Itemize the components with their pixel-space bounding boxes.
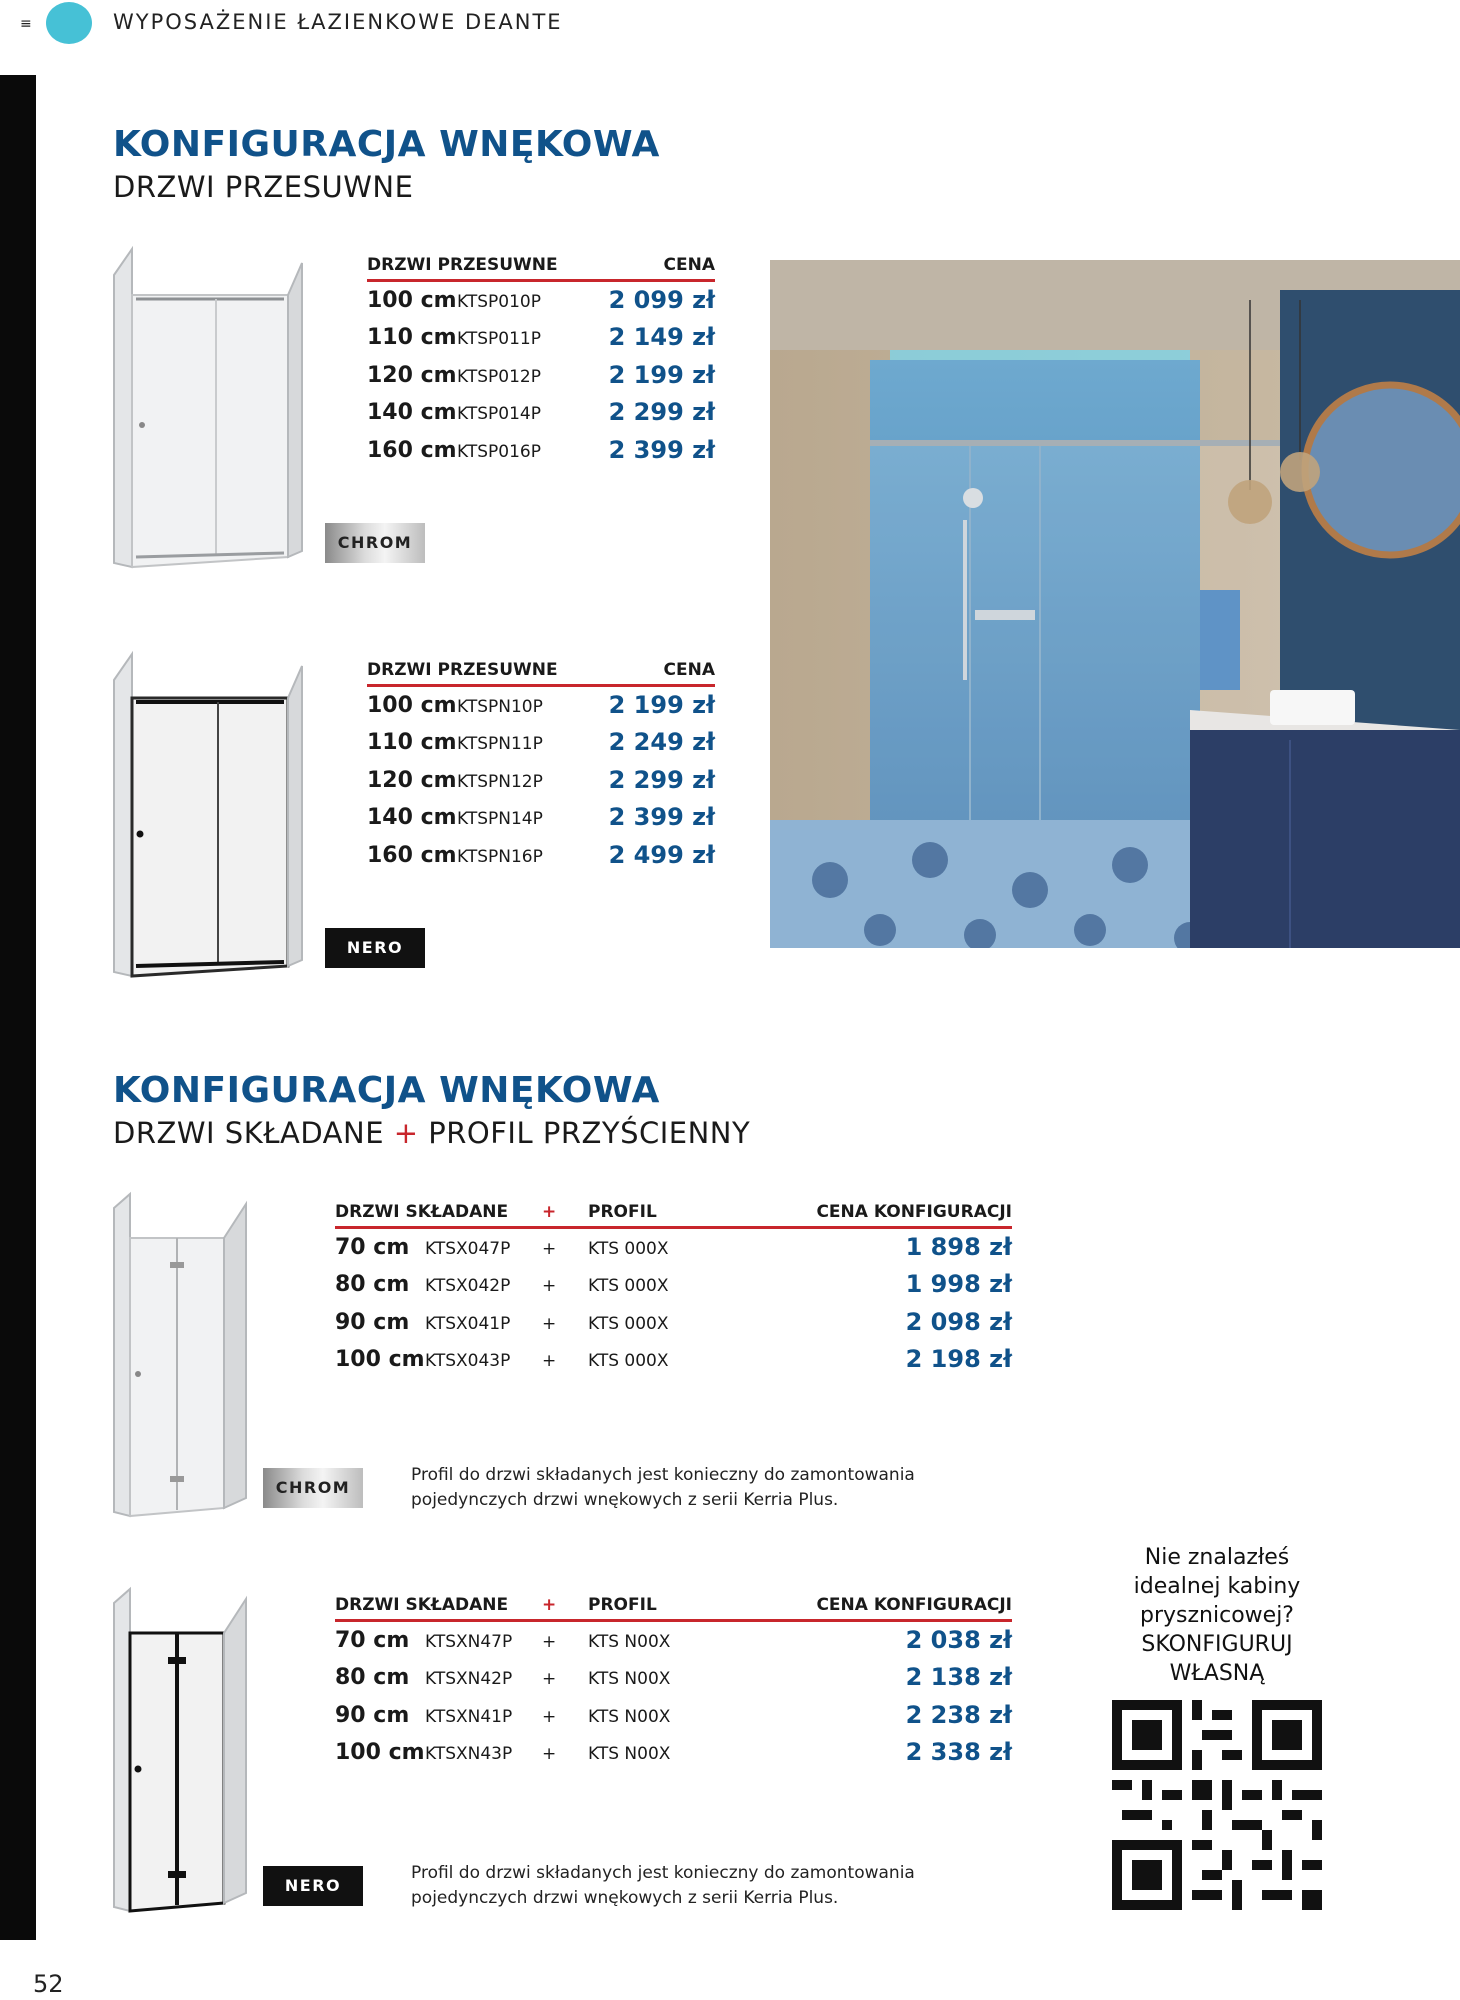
row-size: 80 cm	[335, 1665, 410, 1690]
col-price-header: CENA	[663, 255, 715, 275]
bathroom-photo	[770, 260, 1460, 948]
row-size: 70 cm	[335, 1235, 410, 1260]
row-code: KTSPN10P	[457, 697, 543, 717]
col-profil-header: PROFIL	[588, 1595, 657, 1615]
row-size: 90 cm	[335, 1703, 410, 1728]
sliding-chrom-table	[367, 253, 715, 464]
row-plus: +	[542, 1707, 557, 1727]
qr-code-icon[interactable]	[1112, 1700, 1322, 1910]
row-price: 1 898 zł	[905, 1233, 1012, 1261]
row-profil: KTS N00X	[588, 1669, 671, 1689]
table-row	[367, 762, 715, 799]
row-size: 160 cm	[367, 843, 457, 868]
col-product-header: DRZWI SKŁADANE	[335, 1202, 509, 1222]
row-code: KTSPN12P	[457, 772, 543, 792]
col-profil-header: PROFIL	[588, 1202, 657, 1222]
page-number: 52	[33, 1970, 64, 1998]
row-profil: KTS N00X	[588, 1707, 671, 1727]
section2-subtitle	[113, 1116, 750, 1150]
row-code: KTSX047P	[425, 1239, 511, 1259]
row-code: KTSX041P	[425, 1314, 511, 1334]
profile-note: Profil do drzwi składanych jest konieczny do zamontowania pojedynczych drzwi wnękowych z serii Kerria Plus.	[411, 1863, 915, 1908]
profile-note: Profil do drzwi składanych jest konieczny do zamontowania pojedynczych drzwi wnękowych z serii Kerria Plus.	[411, 1465, 915, 1510]
table-row	[335, 1659, 1012, 1696]
row-size: 80 cm	[335, 1272, 410, 1297]
table-row	[367, 724, 715, 761]
configure-cta	[1112, 1543, 1322, 1688]
row-size: 100 cm	[367, 693, 457, 718]
row-code: KTSXN41P	[425, 1707, 513, 1727]
side-bar	[0, 75, 36, 1940]
row-plus: +	[542, 1276, 557, 1296]
row-price: 2 399 zł	[608, 803, 715, 831]
table-row	[335, 1304, 1012, 1341]
col-product-header: DRZWI SKŁADANE	[335, 1595, 509, 1615]
row-size: 120 cm	[367, 363, 457, 388]
badge-chrom: CHROM	[325, 523, 425, 563]
row-plus: +	[542, 1669, 557, 1689]
row-code: KTSP016P	[457, 442, 541, 462]
row-price: 2 299 zł	[608, 398, 715, 426]
folding-door-nero-image	[108, 1585, 253, 1915]
table-row	[335, 1697, 1012, 1734]
row-plus: +	[542, 1632, 557, 1652]
table-row	[367, 394, 715, 431]
row-code: KTSP011P	[457, 329, 541, 349]
table-row	[367, 319, 715, 356]
row-code: KTSPN11P	[457, 734, 543, 754]
table-row	[367, 687, 715, 724]
menu-icon[interactable]: ≡	[20, 16, 32, 32]
cta-line-5: WŁASNĄ	[1169, 1661, 1265, 1686]
folding-chrom-table	[335, 1200, 1012, 1373]
cta-line-3: prysznicowej?	[1140, 1603, 1294, 1628]
row-code: KTSP012P	[457, 367, 541, 387]
row-size: 100 cm	[335, 1740, 425, 1765]
row-price: 2 098 zł	[905, 1308, 1012, 1336]
row-price: 2 199 zł	[608, 691, 715, 719]
row-profil: KTS 000X	[588, 1314, 669, 1334]
section1-subtitle: DRZWI PRZESUWNE	[113, 170, 414, 204]
table-row	[335, 1341, 1012, 1378]
badge-nero: NERO	[263, 1866, 363, 1906]
table-row	[335, 1734, 1012, 1771]
row-price: 2 499 zł	[608, 841, 715, 869]
sliding-door-chrom-image	[108, 245, 308, 570]
table-row	[367, 837, 715, 874]
table-row	[367, 357, 715, 394]
row-code: KTSP014P	[457, 404, 541, 424]
row-price: 2 249 zł	[608, 728, 715, 756]
row-price: 2 238 zł	[905, 1701, 1012, 1729]
row-plus: +	[542, 1744, 557, 1764]
row-plus: +	[542, 1351, 557, 1371]
row-price: 2 199 zł	[608, 361, 715, 389]
row-code: KTSXN42P	[425, 1669, 513, 1689]
folding-door-chrom-image	[108, 1190, 253, 1520]
col-plus-header: +	[542, 1202, 557, 1222]
row-size: 110 cm	[367, 730, 457, 755]
row-size: 120 cm	[367, 768, 457, 793]
row-price: 2 399 zł	[608, 436, 715, 464]
table-row	[335, 1229, 1012, 1266]
sliding-nero-table	[367, 658, 715, 869]
row-plus: +	[542, 1239, 557, 1259]
row-profil: KTS 000X	[588, 1351, 669, 1371]
row-size: 100 cm	[335, 1347, 425, 1372]
row-size: 160 cm	[367, 438, 457, 463]
cta-line-1: Nie znalazłeś	[1144, 1545, 1290, 1570]
badge-chrom: CHROM	[263, 1468, 363, 1508]
row-profil: KTS N00X	[588, 1632, 671, 1652]
row-size: 90 cm	[335, 1310, 410, 1335]
col-price-header: CENA	[663, 660, 715, 680]
row-size: 100 cm	[367, 288, 457, 313]
row-size: 70 cm	[335, 1628, 410, 1653]
row-code: KTSX042P	[425, 1276, 511, 1296]
section2-subtitle-plus: +	[393, 1116, 419, 1150]
row-code: KTSPN14P	[457, 809, 543, 829]
section-marker	[46, 2, 92, 44]
table-row	[367, 432, 715, 469]
col-product-header: DRZWI PRZESUWNE	[367, 660, 558, 680]
section2-subtitle-a: DRZWI SKŁADANE	[113, 1116, 385, 1150]
row-price: 2 138 zł	[905, 1663, 1012, 1691]
row-size: 140 cm	[367, 805, 457, 830]
cta-line-2: idealnej kabiny	[1133, 1574, 1301, 1599]
col-price-header: CENA KONFIGURACJI	[816, 1595, 1012, 1615]
row-code: KTSXN43P	[425, 1744, 513, 1764]
section2-subtitle-b: PROFIL PRZYŚCIENNY	[428, 1116, 751, 1150]
table-row	[335, 1266, 1012, 1303]
row-size: 110 cm	[367, 325, 457, 350]
row-code: KTSPN16P	[457, 847, 543, 867]
row-price: 2 338 zł	[905, 1738, 1012, 1766]
row-profil: KTS 000X	[588, 1276, 669, 1296]
badge-nero: NERO	[325, 928, 425, 968]
row-price: 2 299 zł	[608, 766, 715, 794]
row-price: 2 099 zł	[608, 286, 715, 314]
row-price: 2 198 zł	[905, 1345, 1012, 1373]
row-profil: KTS 000X	[588, 1239, 669, 1259]
section1-title: KONFIGURACJA WNĘKOWA	[113, 124, 660, 165]
folding-nero-table	[335, 1593, 1012, 1766]
col-plus-header: +	[542, 1595, 557, 1615]
section2-title: KONFIGURACJA WNĘKOWA	[113, 1070, 660, 1111]
row-code: KTSP010P	[457, 292, 541, 312]
table-row	[335, 1622, 1012, 1659]
row-price: 2 038 zł	[905, 1626, 1012, 1654]
col-product-header: DRZWI PRZESUWNE	[367, 255, 558, 275]
row-code: KTSX043P	[425, 1351, 511, 1371]
table-row	[367, 799, 715, 836]
cta-line-4: SKONFIGURUJ	[1141, 1632, 1293, 1657]
row-size: 140 cm	[367, 400, 457, 425]
sliding-door-nero-image	[108, 650, 308, 980]
header-title: WYPOSAŻENIE ŁAZIENKOWE DEANTE	[113, 10, 563, 34]
col-price-header: CENA KONFIGURACJI	[816, 1202, 1012, 1222]
row-code: KTSXN47P	[425, 1632, 513, 1652]
row-price: 1 998 zł	[905, 1270, 1012, 1298]
table-row	[367, 282, 715, 319]
row-price: 2 149 zł	[608, 323, 715, 351]
row-plus: +	[542, 1314, 557, 1334]
row-profil: KTS N00X	[588, 1744, 671, 1764]
